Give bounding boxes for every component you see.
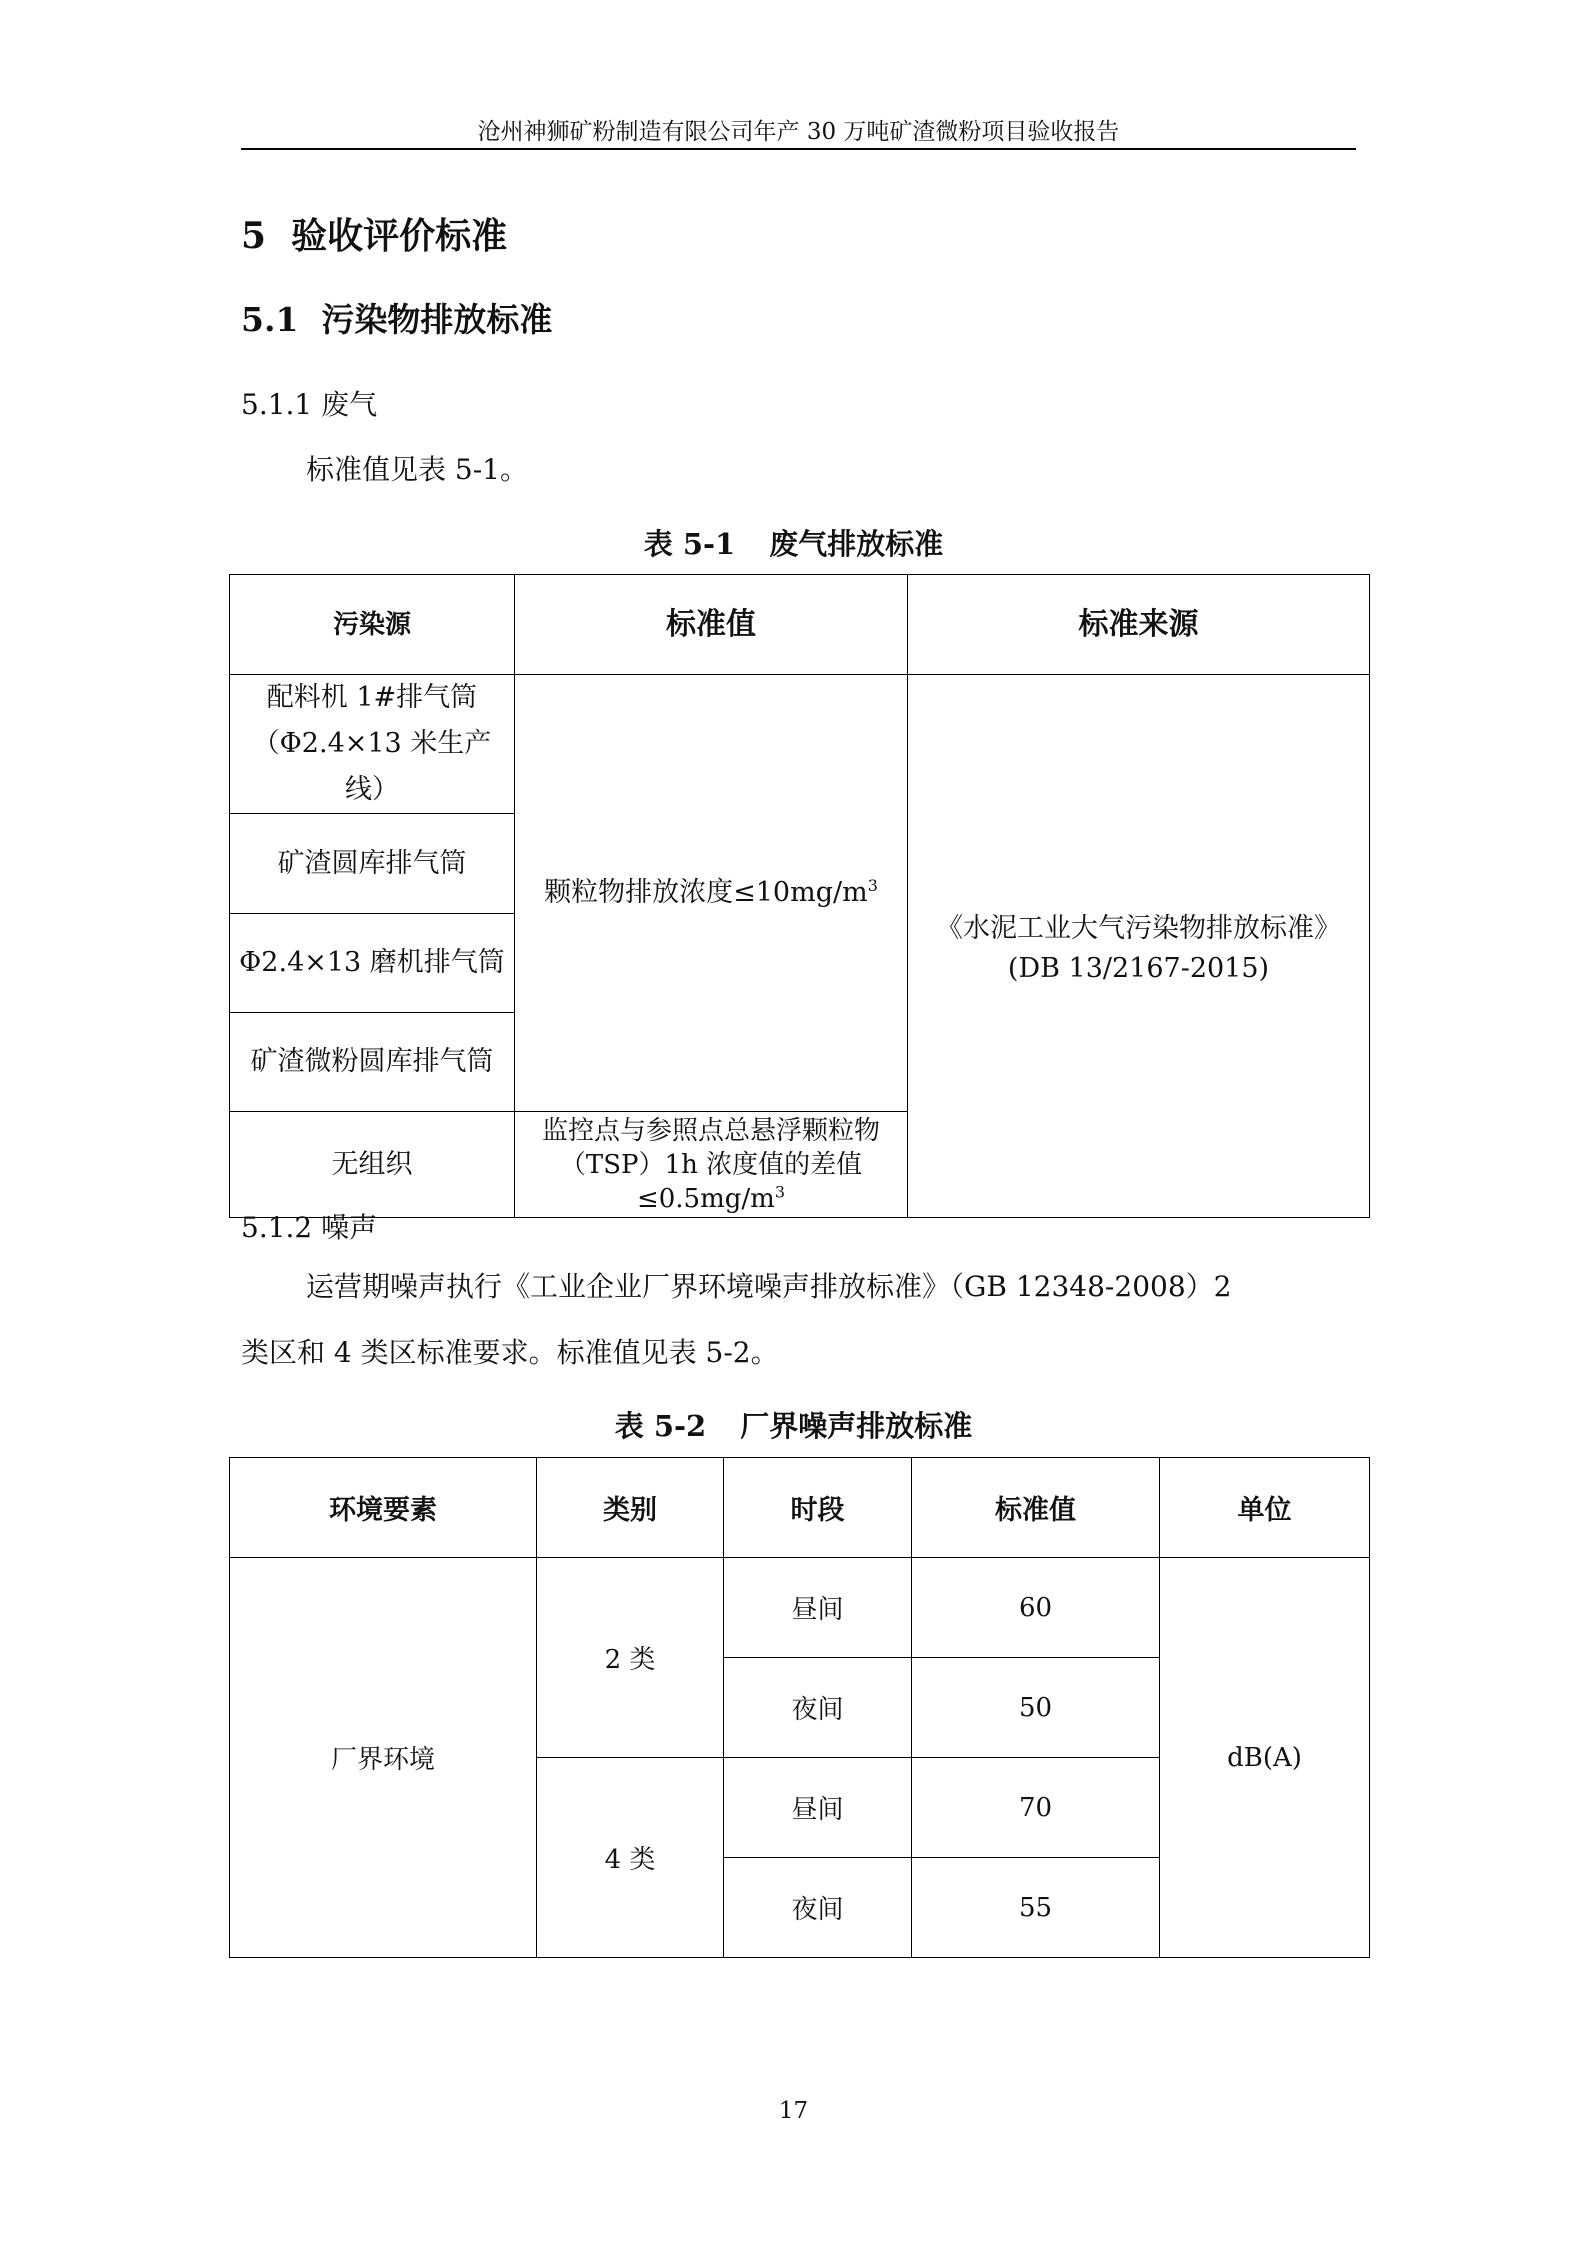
- table2-value-cell: 70: [912, 1758, 1160, 1858]
- source-line: 配料机 1#排气筒: [266, 682, 478, 713]
- table-row: [230, 675, 1370, 814]
- standard-code: (DB 13/2167-2015): [1007, 953, 1270, 984]
- table1-fugitive-value-cell: [515, 1112, 908, 1218]
- section-title: 验收评价标准: [291, 215, 508, 257]
- table2-category-cell: 2 类: [537, 1558, 724, 1758]
- value-text: 颗粒物排放浓度≤10mg/m: [544, 877, 868, 908]
- source-line: （Φ2.4×13 米生产线）: [252, 728, 492, 805]
- item-5-1-2-heading: 5.1.2 噪声: [241, 1211, 378, 1244]
- table2-header-category: 类别: [537, 1458, 724, 1558]
- table2-header-unit: 单位: [1160, 1458, 1370, 1558]
- table1-header-standard: 标准来源: [908, 575, 1370, 675]
- page-number: 17: [778, 2098, 809, 2124]
- item-5-1-1-text: 标准值见表 5-1。: [306, 453, 528, 486]
- subsection-heading: [241, 294, 552, 341]
- table2-value-cell: 50: [912, 1658, 1160, 1758]
- table2-caption-number: 表 5-2: [614, 1409, 707, 1443]
- item-5-1-1-heading: 5.1.1 废气: [241, 388, 378, 421]
- table-row: [230, 1458, 1370, 1558]
- fugitive-line: 监控点与参照点总悬浮颗粒物: [541, 1115, 880, 1146]
- subsection-title: 污染物排放标准: [321, 300, 553, 339]
- table2-period-cell: 昼间: [724, 1558, 912, 1658]
- table1-caption-number: 表 5-1: [643, 527, 736, 561]
- table2-value-cell: 60: [912, 1558, 1160, 1658]
- table1-source-cell: 矿渣微粉圆库排气筒: [230, 1013, 515, 1112]
- table1-caption: [0, 522, 1587, 563]
- header-rule: [241, 148, 1356, 150]
- table-5-1: [229, 574, 1370, 1218]
- value-sup: 3: [867, 876, 878, 895]
- table1-header-value: 标准值: [515, 575, 908, 675]
- subsection-number: 5.1: [241, 300, 299, 339]
- table2-header-element: 环境要素: [230, 1458, 537, 1558]
- table1-source-cell: Φ2.4×13 磨机排气筒: [230, 914, 515, 1013]
- table2-unit-cell: dB(A): [1160, 1558, 1370, 1958]
- table-row: [230, 575, 1370, 675]
- fugitive-line: [521, 1182, 901, 1216]
- fugitive-limit: ≤0.5mg/m: [636, 1183, 775, 1214]
- item-5-1-2-text-line2: 类区和 4 类区标准要求。标准值见表 5-2。: [241, 1336, 779, 1369]
- table1-value-cell: [515, 675, 908, 1112]
- standard-name: 《水泥工业大气污染物排放标准》: [936, 913, 1341, 944]
- section-number: 5: [241, 215, 267, 257]
- table2-category-cell: 4 类: [537, 1758, 724, 1958]
- fugitive-line: （TSP）1h 浓度值的差值: [559, 1149, 863, 1180]
- item-5-1-2-text-line1: 运营期噪声执行《工业企业厂界环境噪声排放标准》（GB 12348-2008）2: [306, 1270, 1232, 1303]
- table2-header-period: 时段: [724, 1458, 912, 1558]
- table1-source-cell: 矿渣圆库排气筒: [230, 814, 515, 914]
- table2-element-cell: 厂界环境: [230, 1558, 537, 1958]
- table-5-2: [229, 1457, 1370, 1958]
- table1-source-cell: 无组织: [230, 1112, 515, 1218]
- section-heading: [241, 208, 507, 259]
- fugitive-sup: 3: [774, 1181, 786, 1201]
- table-row: [230, 1558, 1370, 1658]
- running-header: 沧州神狮矿粉制造有限公司年产 30 万吨矿渣微粉项目验收报告: [477, 119, 1120, 145]
- table2-header-value: 标准值: [912, 1458, 1160, 1558]
- table1-header-source: 污染源: [230, 575, 515, 675]
- table2-value-cell: 55: [912, 1858, 1160, 1958]
- table1-caption-title: 废气排放标准: [769, 527, 944, 561]
- table2-period-cell: 昼间: [724, 1758, 912, 1858]
- table2-period-cell: 夜间: [724, 1658, 912, 1758]
- table2-period-cell: 夜间: [724, 1858, 912, 1958]
- table1-standard-cell: [908, 675, 1370, 1218]
- table2-caption-title: 厂界噪声排放标准: [740, 1409, 973, 1443]
- table1-source-cell: [230, 675, 515, 814]
- table2-caption: [0, 1404, 1587, 1445]
